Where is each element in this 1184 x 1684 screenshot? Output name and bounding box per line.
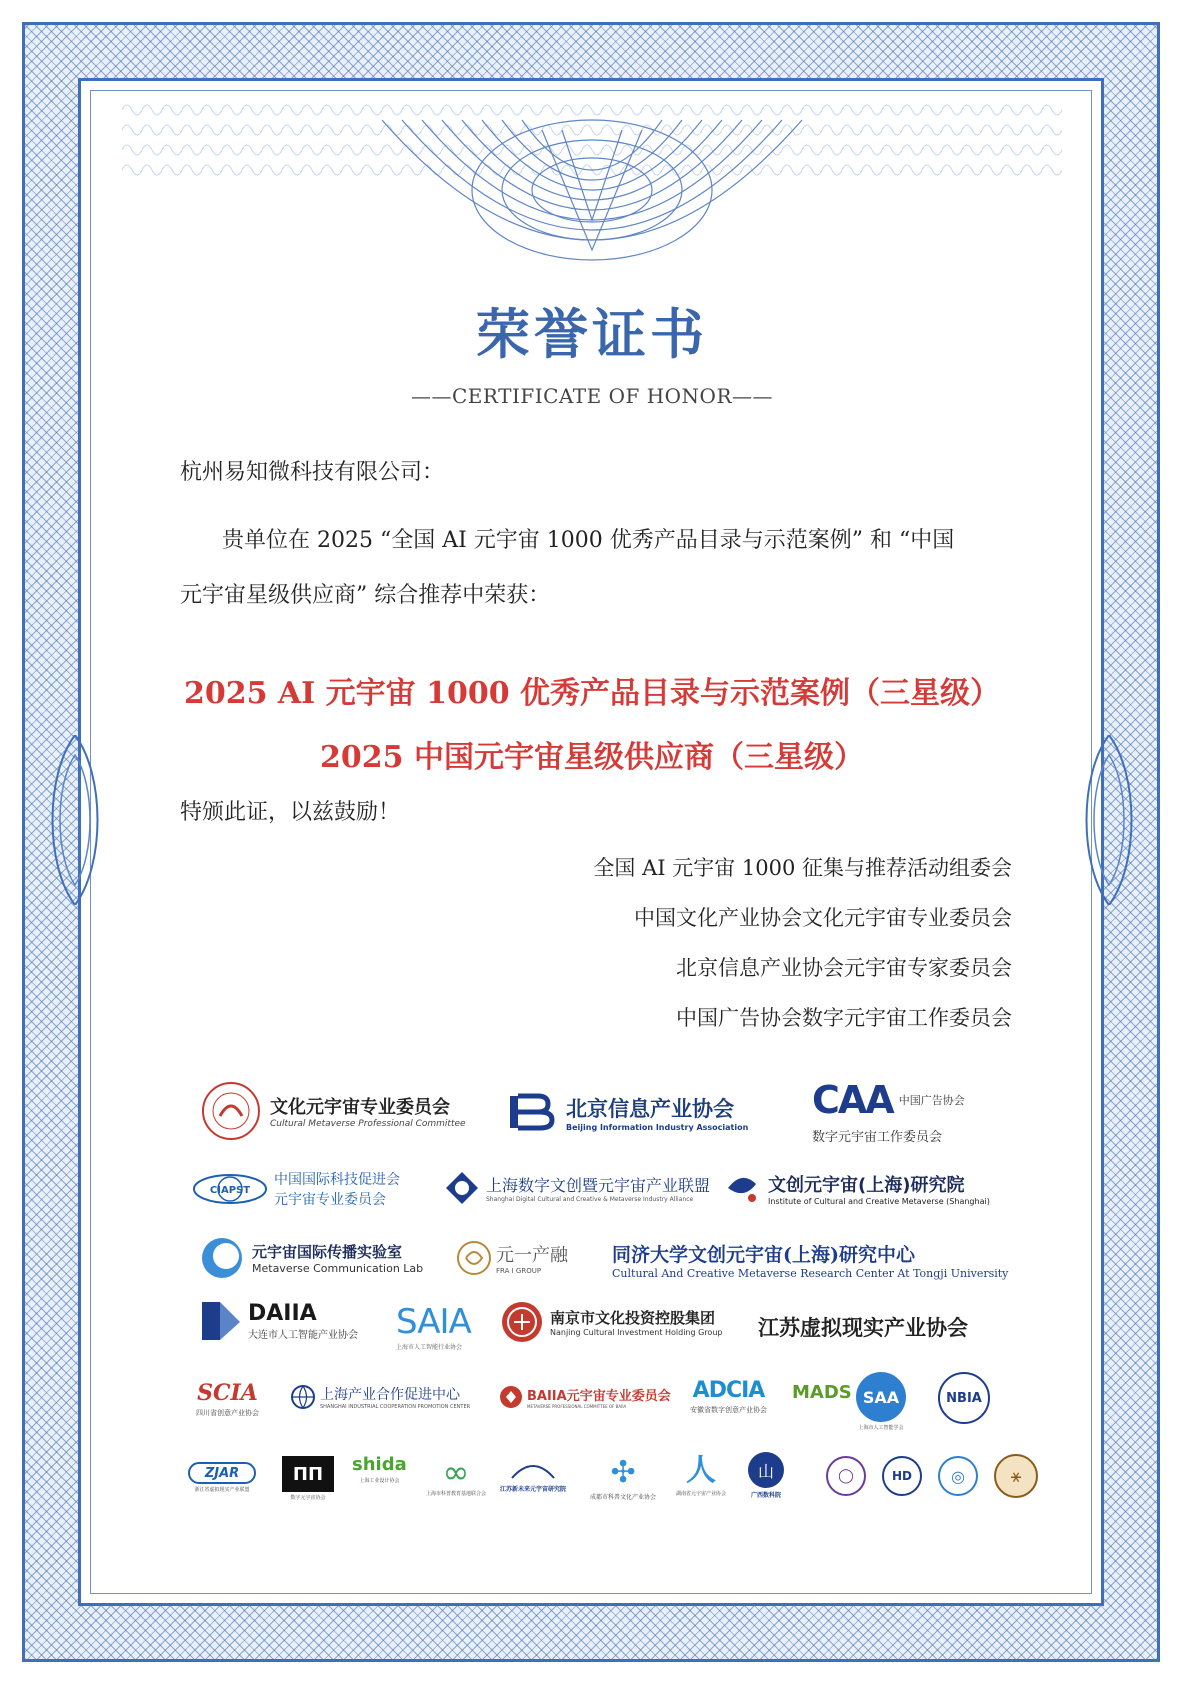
alliance-icon [444,1170,480,1206]
award-title-2: 2025 中国元宇宙星级供应商（三星级） [320,740,864,775]
logo-jiangsu-new-future-metaverse: 江苏新未来元宇宙研究院 [500,1460,566,1493]
logo-daiia: DAIIA 大连市人工智能产业协会 [200,1300,358,1342]
recipient-name: 杭州易知微科技有限公司： [180,460,445,485]
logo-mads: MADS [792,1382,852,1403]
lab-icon [200,1236,244,1280]
logo-scia: SCIA 四川省创意产业协会 [196,1380,259,1417]
logo-chengdu-science-culture: ✣ 成都市科普文化产业协会 [590,1455,657,1501]
logo-saia: SAIA 上海市人工智能行业协会 [396,1302,471,1351]
award-title-1: 2025 AI 元宇宙 1000 优秀产品目录与示范案例（三星级） [183,676,1001,711]
closing-statement: 特颁此证，以兹鼓励！ [180,800,401,825]
logo-nanjing-cultural-investment: 南京市文化投资控股集团 Nanjing Cultural Investment Holding Group [500,1300,722,1344]
svg-text:CIAPST: CIAPST [209,1185,251,1196]
logo-shanghai-science-base-federation: ∞ 上海市科普教育基地联合会 [426,1453,487,1497]
logo-cultural-metaverse-committee: 文化元宇宙专业委员会 Cultural Metaverse Professional Committee [200,1080,466,1142]
logo-digital-metaverse-association: ΠΠ 数字元宇宙协会 [282,1456,334,1501]
logo-yuanyi: 元一产融 FRA I GROUP [456,1240,568,1276]
body-paragraph-line-1: 贵单位在 2025 “全国 AI 元宇宙 1000 优秀产品目录与示范案例” 和 “中国 [222,528,955,553]
certificate-title: 荣誉证书 [476,303,708,366]
certificate-subtitle: ——CERTIFICATE OF HONOR—— [411,384,773,408]
body-paragraph-line-2: 元宇宙星级供应商” 综合推荐中荣获： [180,583,551,608]
logo-jiangsu-vr-association: 江苏虚拟现实产业协会 [758,1316,968,1340]
logo-ciapst: CIAPST 中国国际科技促进会 元宇宙专业委员会 [190,1166,400,1212]
issuer-1: 全国 AI 元宇宙 1000 征集与推荐活动组委会 [593,856,1012,880]
issuer-2: 中国文化产业协会文化元宇宙专业委员会 [634,906,1012,930]
logo-round-seal-1: ◯ [826,1456,866,1496]
logo-round-seal-2: ◎ [938,1456,978,1496]
logo-metaverse-communication-lab: 元宇宙国际传播实验室 Metaverse Communication Lab [200,1236,423,1280]
nanjing-seal-icon [500,1300,544,1344]
logo-zjar: ZJAR 浙江省虚拟现实产业联盟 [188,1462,256,1493]
logo-adcia: ADCIA 安徽省数字创意产业协会 [690,1378,767,1414]
issuer-4: 中国广告协会数字元宇宙工作委员会 [676,1006,1012,1030]
daiia-icon [200,1300,242,1342]
arc-icon [508,1460,558,1482]
logo-round-seal-3: ⚹ [994,1454,1038,1498]
logo-baiia-metaverse-committee: BAIIA元宇宙专业委员会 METAVERSE PROFESSIONAL COMMITTEE OF BAIIA [498,1384,671,1410]
bi-icon [508,1092,560,1132]
ciapst-icon [190,1166,270,1212]
logo-shida: shida 上海工业设计协会 [352,1454,407,1484]
yuanyi-icon [456,1240,492,1276]
logo-beijing-info-industry: 北京信息产业协会 Beijing Information Industry Association [508,1092,748,1132]
logo-shanghai-digital-alliance: 上海数字文创暨元宇宙产业联盟 Shanghai Digital Cultural and Creative & Metaverse Industry Alliance [444,1170,710,1206]
logo-saa: SAA 上海市人工智能学会 [856,1372,906,1431]
baiia-icon [498,1384,524,1410]
institute-icon [722,1170,762,1206]
logo-caa: CAA 中国广告协会 数字元宇宙工作委员会 [812,1078,965,1145]
globe-icon [290,1384,316,1410]
logo-shanghai-industrial-cooperation: 上海产业合作促进中心 SHANGHAI INDUSTRIAL COOPERATION PROMOTION CENTER [290,1384,470,1410]
caa-icon: CAA [812,1078,893,1122]
logo-metaverse-institute-shanghai: 文创元宇宙(上海)研究院 Institute of Cultural and Creative Metaverse (Shanghai) [722,1170,990,1206]
logo-nbia: NBIA [938,1372,990,1424]
saia-icon: SAIA [396,1302,471,1342]
issuer-3: 北京信息产业协会元宇宙专家委员会 [676,956,1012,980]
seal-icon [200,1080,262,1142]
logo-round-seal-hd: HD [882,1456,922,1496]
top-rosette-ornament [122,100,1062,300]
logo-hunan-metaverse: 人 湖南省元宇宙产业协会 [676,1453,727,1497]
logo-tongji-research-center: 同济大学文创元宇宙(上海)研究中心 Cultural And Creative Metaverse Research Center At Tongji University [612,1244,1009,1280]
logo-guangxi-digital-academy: 山 广西数科院 [748,1452,784,1499]
